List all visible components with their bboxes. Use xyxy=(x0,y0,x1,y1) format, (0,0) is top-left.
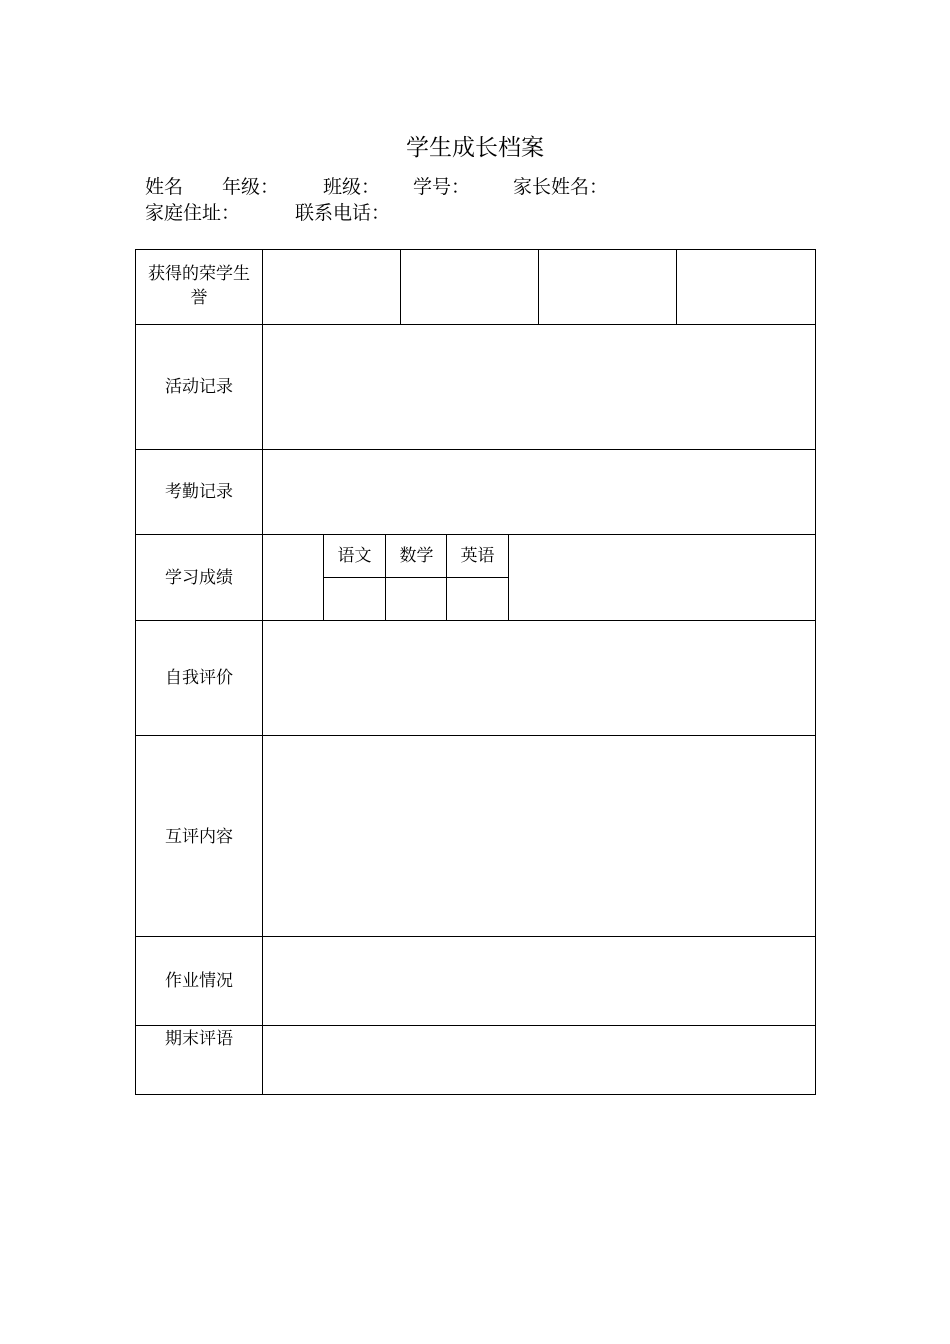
honor-cell-divider xyxy=(400,249,401,324)
scores-label: 学习成绩 xyxy=(165,568,233,588)
name-label: 姓名 xyxy=(145,176,184,198)
label-column-divider xyxy=(262,249,263,1095)
row-divider xyxy=(135,936,816,937)
row-divider xyxy=(135,1025,816,1026)
homework-label: 作业情况 xyxy=(165,971,233,991)
class-label: 班级： xyxy=(323,176,381,198)
subject-math: 数学 xyxy=(399,546,434,566)
subject-english: 英语 xyxy=(460,546,495,566)
student-id-label: 学号： xyxy=(413,176,471,198)
grade-label: 年级： xyxy=(222,176,280,198)
honors-label: 获得的荣学生誉 xyxy=(148,264,250,308)
score-subject-divider xyxy=(323,577,509,578)
row-divider xyxy=(135,735,816,736)
row-divider xyxy=(135,534,816,535)
parent-name-label: 家长姓名： xyxy=(513,176,609,198)
activities-label: 活动记录 xyxy=(165,377,233,397)
address-label: 家庭住址： xyxy=(145,202,241,224)
honor-cell-divider xyxy=(538,249,539,324)
attendance-label: 考勤记录 xyxy=(165,482,233,502)
final-comment-label: 期末评语 xyxy=(165,1029,233,1049)
self-eval-label: 自我评价 xyxy=(165,668,233,688)
row-divider xyxy=(135,324,816,325)
phone-label: 联系电话： xyxy=(295,202,391,224)
peer-eval-label: 互评内容 xyxy=(165,827,233,847)
page-title: 学生成长档案 xyxy=(406,135,544,161)
subject-chinese: 语文 xyxy=(337,546,372,566)
honor-cell-divider xyxy=(676,249,677,324)
row-divider xyxy=(135,620,816,621)
row-divider xyxy=(135,449,816,450)
